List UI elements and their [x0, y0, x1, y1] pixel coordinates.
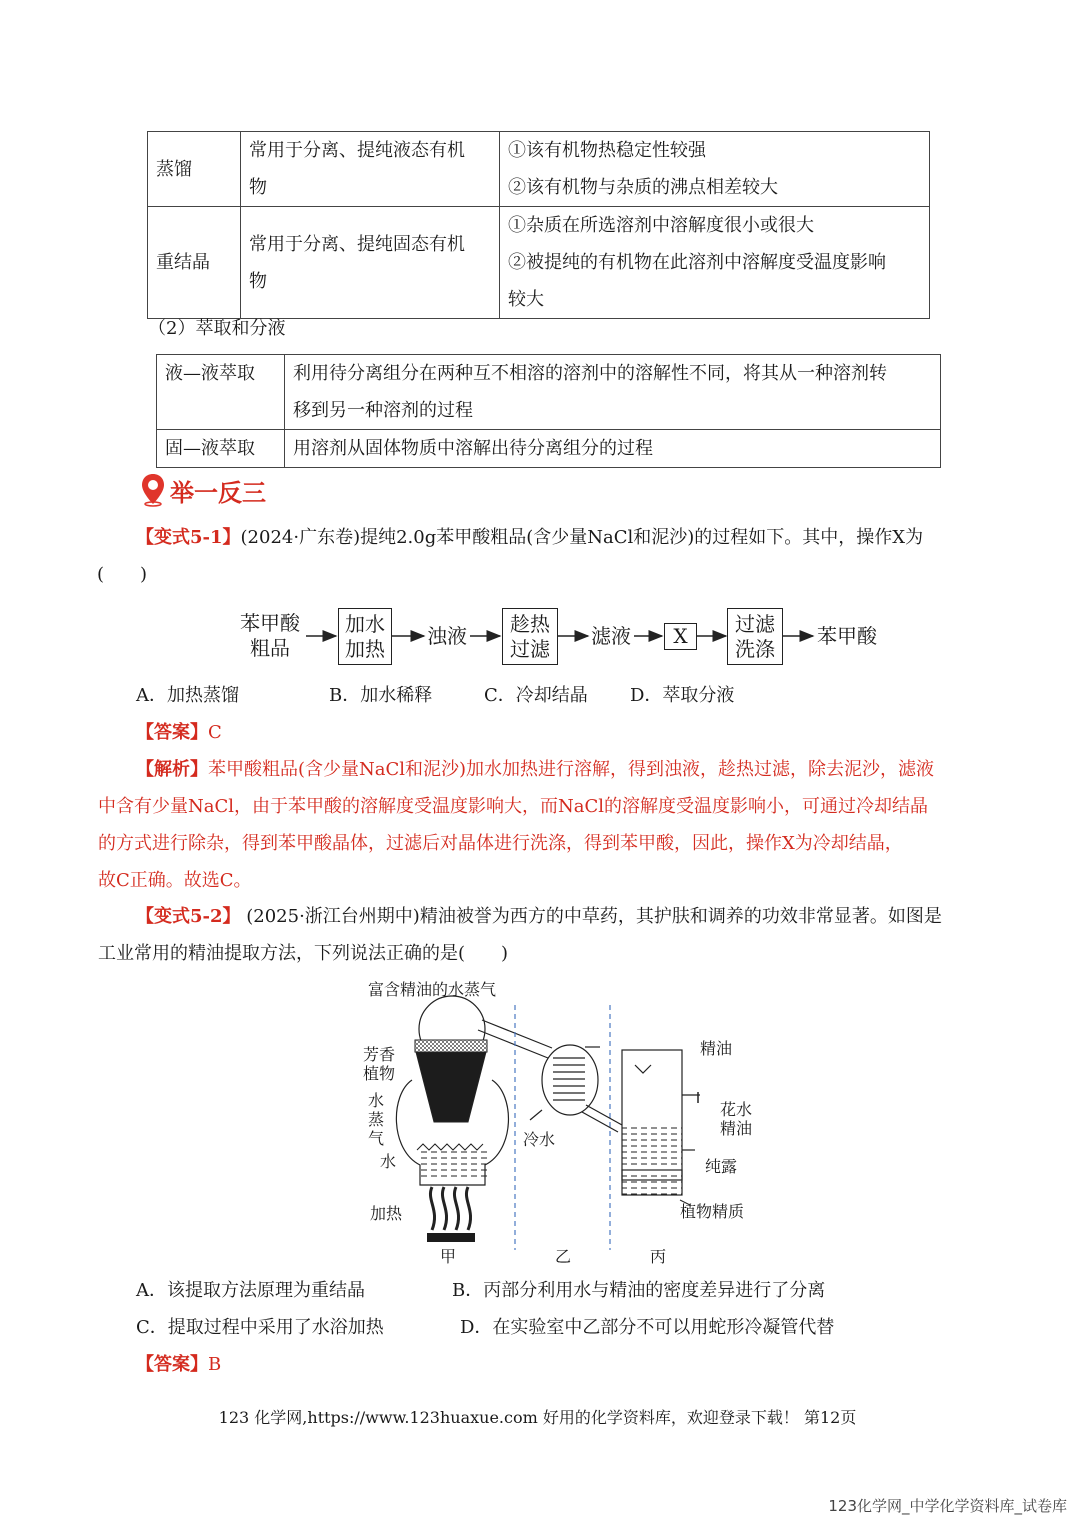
question-tag: 【变式5-2】 [136, 906, 241, 927]
watermark: 123化学网_中学化学资料库_试卷库 [828, 1497, 1067, 1515]
essential-oil-apparatus-diagram [360, 975, 780, 1270]
analysis-line: 【解析】苯甲酸粗品(含少量NaCl和泥沙)加水加热进行溶解，得到浊液，趁热过滤，除去泥沙，滤液 [136, 759, 935, 780]
table-row [157, 355, 941, 430]
option-c: C．提取过程中采用了水浴加热 [136, 1317, 384, 1338]
analysis-line: 故C正确。故选C。 [98, 870, 252, 891]
use-cell: 常用于分离、提纯固态有机 物 [241, 207, 500, 319]
part-a-label: 甲 [440, 1247, 457, 1266]
flow-end: 苯甲酸 [817, 624, 877, 648]
question-tag: 【变式5-1】 [136, 527, 241, 548]
flow-start: 苯甲酸 粗品 [240, 611, 300, 660]
flow-intermediate: 滤液 [591, 624, 631, 648]
answer: 【答案】C [136, 722, 222, 743]
condition-cell: ①该有机物热稳定性较强 ②该有机物与杂质的沸点相差较大 [500, 132, 930, 207]
flower-water-label: 花水 精油 [720, 1100, 753, 1138]
section-banner [140, 470, 266, 510]
flow-step-box-x: X [664, 623, 697, 650]
method-cell: 重结晶 [148, 207, 241, 319]
process-flow-chart [230, 603, 890, 673]
location-pin-icon [140, 473, 166, 507]
table-row [148, 207, 930, 319]
flow-step-box: 过滤 洗涤 [727, 608, 783, 665]
option-a: A．加热蒸馏 [136, 685, 239, 706]
option-d: D．在实验室中乙部分不可以用蛇形冷凝管代替 [460, 1317, 835, 1338]
option-b: B．丙部分利用水与精油的密度差异进行了分离 [452, 1280, 826, 1301]
table-row [157, 430, 941, 468]
steam-label: 富含精油的水蒸气 [368, 980, 497, 999]
method-cell: 固—液萃取 [157, 430, 285, 468]
analysis-line: 的方式进行除杂，得到苯甲酸晶体，过滤后对晶体进行洗涤，得到苯甲酸，因此，操作X为冷却结晶， [98, 833, 903, 854]
option-d: D．萃取分液 [630, 685, 735, 706]
apparatus-drawing [360, 975, 780, 1270]
plant-essence-label: 植物精质 [680, 1202, 745, 1221]
flow-arrows [230, 603, 890, 673]
option-c: C．冷却结晶 [484, 685, 588, 706]
table-row [148, 132, 930, 207]
water-label: 水 [380, 1152, 397, 1171]
question-stem: 【变式5-1】(2024·广东卷)提纯2.0g苯甲酸粗品(含少量NaCl和泥沙)的过程如下。其中，操作X为 [136, 527, 924, 548]
part-c-label: 丙 [650, 1247, 667, 1266]
flow-step-box: 加水 加热 [338, 608, 392, 665]
section-heading: （2）萃取和分液 [148, 318, 286, 339]
banner-title: 举一反三 [170, 478, 266, 507]
question-stem-line: 工业常用的精油提取方法，下列说法正确的是( ) [98, 943, 509, 964]
answer: 【答案】B [136, 1354, 222, 1375]
condition-cell: ①杂质在所选溶剂中溶解度很小或很大 ②被提纯的有机物在此溶剂中溶解度受温度影响 较大 [500, 207, 930, 319]
method-cell: 蒸馏 [148, 132, 241, 207]
part-b-label: 乙 [555, 1247, 572, 1266]
cold-water-label: 冷水 [523, 1130, 556, 1149]
option-a: A．该提取方法原理为重结晶 [136, 1280, 365, 1301]
pure-dew-label: 纯露 [705, 1157, 738, 1176]
heat-label: 加热 [370, 1204, 403, 1223]
extraction-table [156, 354, 941, 468]
description-cell: 用溶剂从固体物质中溶解出待分离组分的过程 [285, 430, 941, 468]
answer-blank: ( ) [97, 564, 148, 585]
plant-label: 芳香 植物 [363, 1045, 396, 1083]
oil-label: 精油 [700, 1039, 733, 1058]
description-cell: 利用待分离组分在两种互不相溶的溶剂中的溶解性不同，将其从一种溶剂转 移到另一种溶剂的过程 [285, 355, 941, 430]
analysis-line: 中含有少量NaCl，由于苯甲酸的溶解度受温度影响大，而NaCl的溶解度受温度影响小，可通过冷却结晶 [98, 796, 929, 817]
use-cell: 常用于分离、提纯液态有机 物 [241, 132, 500, 207]
method-cell: 液—液萃取 [157, 355, 285, 430]
question-stem: 【变式5-2】 (2025·浙江台州期中)精油被誉为西方的中草药，其护肤和调养的功效非常显著。如图是 [136, 906, 942, 927]
steam-vertical-label: 水 蒸 气 [368, 1091, 385, 1148]
separation-methods-table [147, 131, 930, 319]
page-footer: 123 化学网,https://www.123huaxue.com 好用的化学资料库，欢迎登录下载！ 第12页 [218, 1408, 857, 1427]
flow-intermediate: 浊液 [427, 624, 467, 648]
option-b: B．加水稀释 [329, 685, 433, 706]
flow-step-box: 趁热 过滤 [502, 608, 558, 665]
